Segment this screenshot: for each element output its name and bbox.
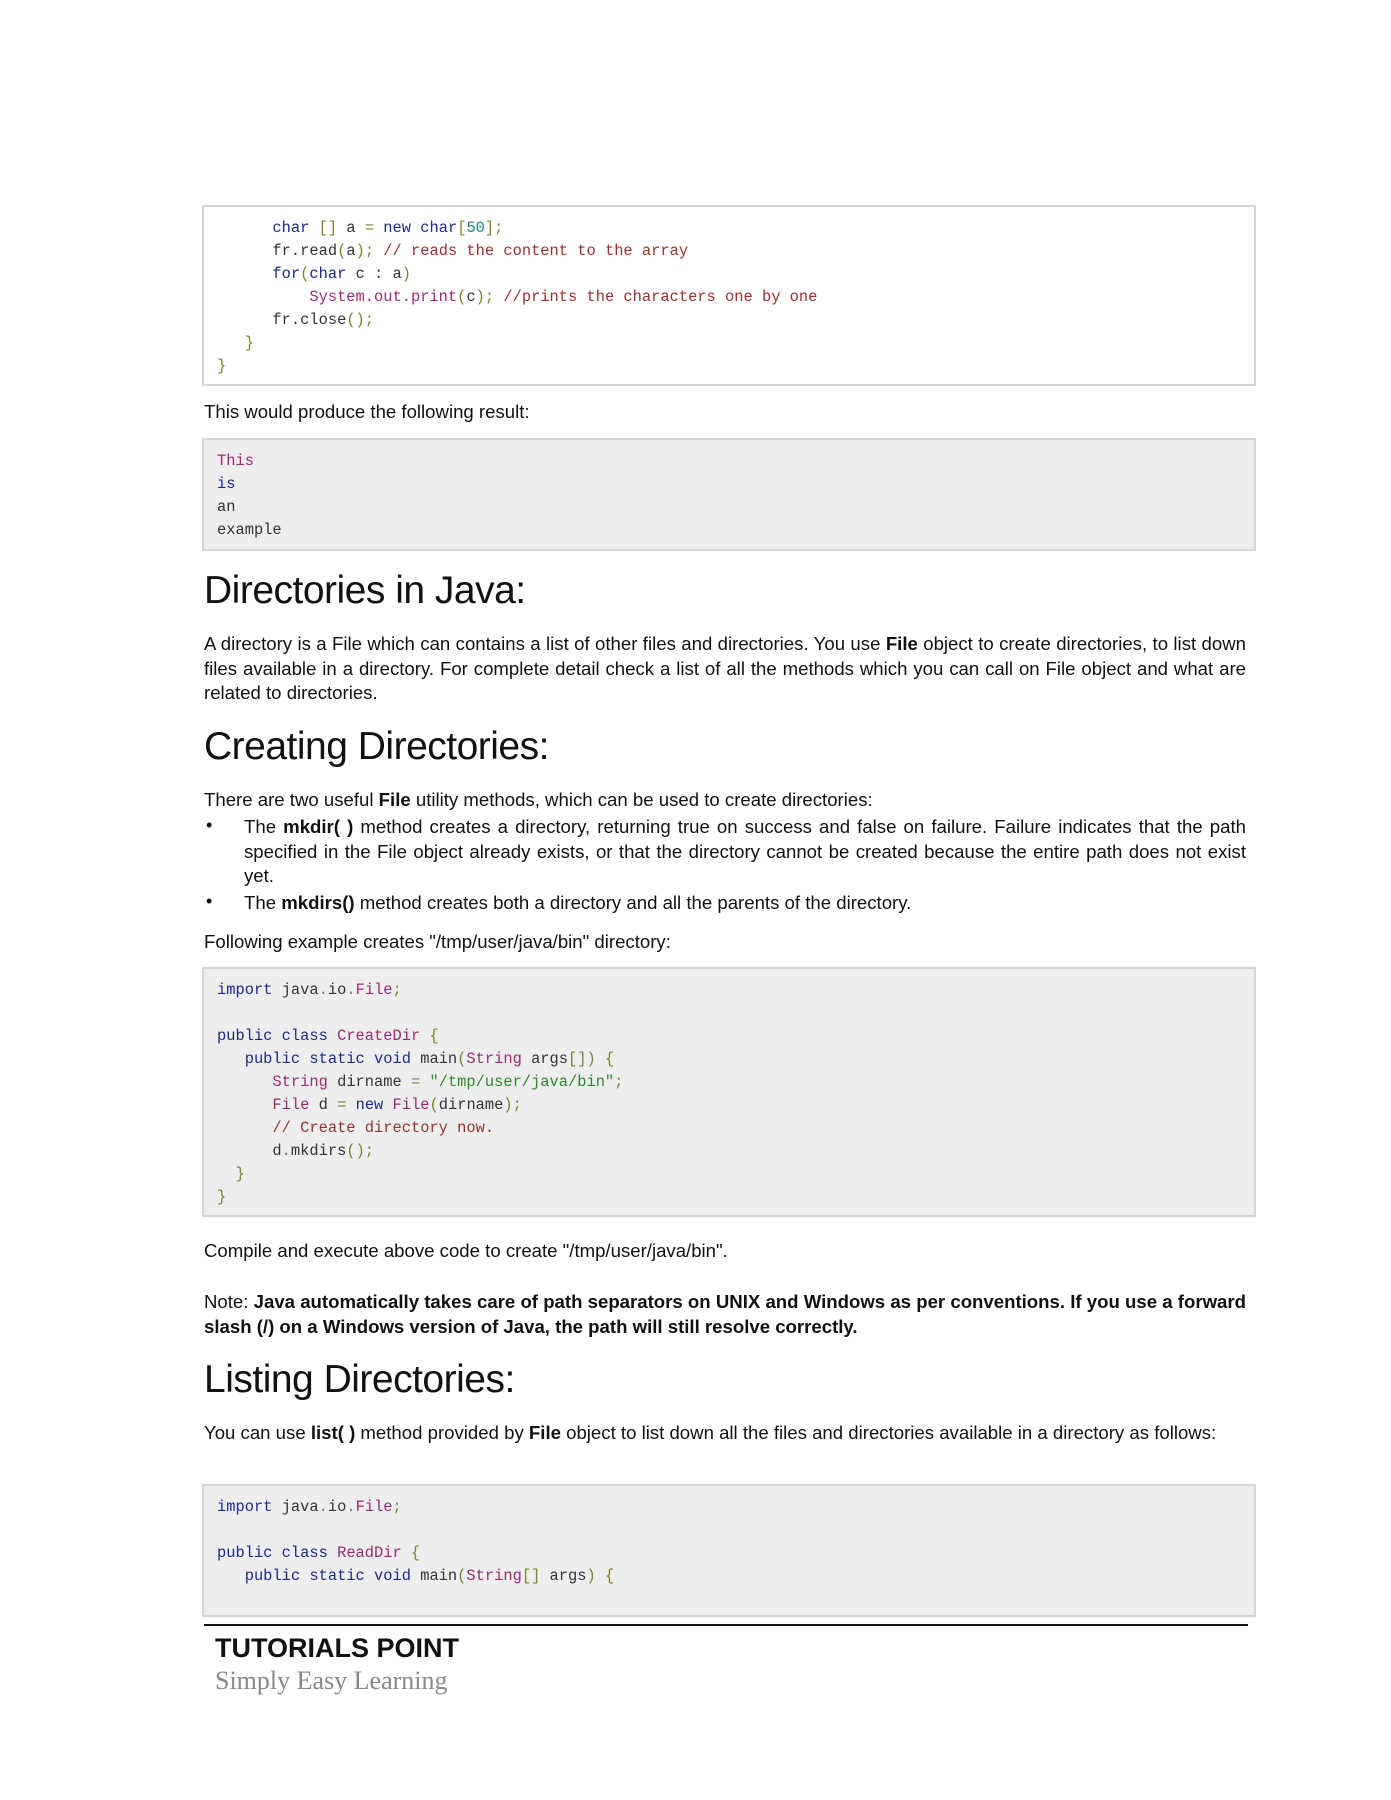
paragraph-following-example: Following example creates "/tmp/user/java/bin" directory: [204,931,671,952]
paragraph-compile: Compile and execute above code to create "/tmp/user/java/bin". [204,1240,728,1261]
code-line [217,263,1254,286]
code-line [217,1071,1254,1094]
code-token [217,265,272,283]
code-token: File [392,1096,430,1114]
code-token: io [327,981,347,999]
code-token: new char [374,219,458,237]
code-token: File [272,1096,310,1114]
bold-term: File [885,633,918,654]
text-segment: The [244,892,282,913]
code-token: (); [346,311,375,329]
code-token: = [337,1096,347,1114]
code-line [217,1048,1254,1071]
code-token: d [309,1096,338,1114]
text-segment: A directory is a File which can contains a list of other files and directories. You use [204,633,886,654]
code-token: File [355,1498,393,1516]
code-token: [] [309,219,347,237]
code-token: ReadDir [337,1544,402,1562]
footer-brand: TUTORIALS POINT [215,1633,460,1663]
bold-term: list( ) [310,1422,356,1443]
code-token: args [521,1050,569,1068]
code-token: . [281,1142,291,1160]
code-token: char [272,219,310,237]
code-token: ( [300,265,310,283]
code-token: ); [475,288,495,306]
code-token: = [410,1073,430,1091]
code-token: java [272,1498,319,1516]
code-token: //prints the characters one by one [494,288,818,306]
code-token: ; [392,1498,402,1516]
code-line [217,1542,1254,1565]
code-token: { [401,1544,421,1562]
code-token: example [217,521,282,539]
code-line [217,217,1254,240]
heading-creating-directories: Creating Directories: [204,725,549,768]
code-token: is [217,475,236,493]
code-line [217,355,1254,378]
code-token: main [420,1050,458,1068]
code-block-file-reader [202,205,1256,386]
code-token: // reads the content to the array [374,242,689,260]
paragraph-directories [204,632,1246,706]
code-token: . [318,1498,328,1516]
code-token: d [217,1142,282,1160]
code-token: ( [429,1096,439,1114]
code-token: import [217,981,273,999]
code-token: public class [217,1027,338,1045]
code-token [217,1073,272,1091]
output-block [202,438,1256,551]
heading-directories: Directories in Java: [204,569,526,612]
code-token: for [272,265,301,283]
code-token: main [420,1567,458,1585]
code-token: String [466,1050,522,1068]
code-line [217,1002,1254,1025]
code-block-create-dir [202,967,1256,1217]
code-token: []) { [568,1050,615,1068]
bold-term: mkdir( ) [283,816,354,837]
code-line [217,450,1254,473]
text-segment: The [244,816,284,837]
code-token: dirname [438,1096,504,1114]
code-line [217,1496,1254,1519]
code-token: a [346,219,365,237]
code-token: public static void [217,1050,421,1068]
code-line [217,496,1254,519]
code-token: CreateDir [337,1027,421,1045]
code-token: } [217,357,227,375]
code-token: ( [457,1050,467,1068]
code-token: } [217,1165,245,1183]
code-line [217,240,1254,263]
code-token: import [217,1498,273,1516]
code-token: ); [355,242,375,260]
code-line [217,1519,1254,1542]
code-line [217,309,1254,332]
bold-term: Java automatically takes care of path separators on UNIX and Windows as per conventions. If you use a forward slash (/) on a Windows version of Java, the path will still resolve correctly. [204,1291,1246,1337]
code-line [217,1025,1254,1048]
code-token: String [466,1567,522,1585]
text-segment: There are two useful [204,789,379,810]
code-token: ) { [586,1567,615,1585]
code-token: c [466,288,476,306]
bold-term: File [528,1422,561,1443]
text-segment: utility methods, which can be used to create directories: [410,789,873,810]
code-line [217,473,1254,496]
code-line [217,1140,1254,1163]
code-token: java [272,981,319,999]
code-token: ( [457,1567,467,1585]
paragraph-listing [204,1421,1246,1446]
code-line [217,1117,1254,1140]
code-token: ); [503,1096,522,1114]
result-intro: This would produce the following result: [204,401,530,422]
text-segment: Note: [204,1291,249,1312]
text-segment: You can use [204,1422,311,1443]
bullet-marker: • [206,891,213,911]
code-token: char [309,265,347,283]
code-token: public static void [217,1567,421,1585]
code-token: c : a [346,265,402,283]
code-line [217,286,1254,309]
code-token: String [272,1073,328,1091]
code-token: public class [217,1544,338,1562]
code-line [217,1186,1254,1209]
code-token: "/tmp/user/java/bin" [429,1073,615,1091]
code-token: This [217,452,254,470]
code-token: a [346,242,356,260]
code-line [217,1565,1254,1588]
text-segment: method creates a directory, returning true on success and false on failure. Failure indicates that the path specified in the File object already exists, or that the directory cannot be created because the entire path does not exist yet. [244,816,1246,886]
text-segment: method provided by [355,1422,529,1443]
code-token: dirname [327,1073,411,1091]
bold-term: File [378,789,411,810]
code-token: fr.close [217,311,347,329]
code-token: (); [346,1142,375,1160]
code-token: } [217,334,254,352]
code-token: new [346,1096,393,1114]
bullet-mkdirs [244,891,1246,916]
code-line [217,332,1254,355]
text-segment: object to list down all the files and directories available in a directory as follows: [560,1422,1217,1443]
code-token: System.out.print [309,288,458,306]
bold-term: mkdirs() [281,892,355,913]
paragraph-note [204,1290,1246,1339]
code-token: ( [337,242,347,260]
code-token: args [549,1567,587,1585]
footer-divider [204,1624,1248,1626]
code-block-read-dir [202,1484,1256,1617]
code-token: . [318,981,328,999]
paragraph-creating [204,788,1246,813]
code-token: io [327,1498,347,1516]
code-token: ; [392,981,402,999]
code-token: } [217,1188,227,1206]
code-token: File [355,981,393,999]
code-token: 50 [466,219,485,237]
code-token [217,288,309,306]
bullet-mkdir [244,815,1246,889]
code-token: ) [401,265,412,283]
text-segment: method creates both a directory and all the parents of the directory. [354,892,912,913]
code-token: ( [457,288,467,306]
code-token: = [364,219,375,237]
code-token: ]; [484,219,504,237]
code-line [217,519,1254,542]
code-token: mkdirs [290,1142,347,1160]
code-line [217,1163,1254,1186]
text-segment: object to create directories, to list down files available in a directory. For complete detail check a list of all the methods which you can call on File object and what are related to directories. [204,633,1246,703]
footer-tagline: Simply Easy Learning [215,1666,448,1695]
code-token: [] [521,1567,550,1585]
code-token [217,219,272,237]
code-token: fr.read [217,242,338,260]
code-token: . [346,981,356,999]
heading-listing-directories: Listing Directories: [204,1358,515,1401]
code-token [217,1096,272,1114]
code-token: { [420,1027,439,1045]
code-token: // Create directory now. [217,1119,495,1137]
code-line [217,1094,1254,1117]
code-line [217,979,1254,1002]
code-token: an [217,498,236,516]
code-token: [ [457,219,467,237]
code-token: . [346,1498,356,1516]
bullet-marker: • [206,815,213,835]
code-token: ; [614,1073,624,1091]
